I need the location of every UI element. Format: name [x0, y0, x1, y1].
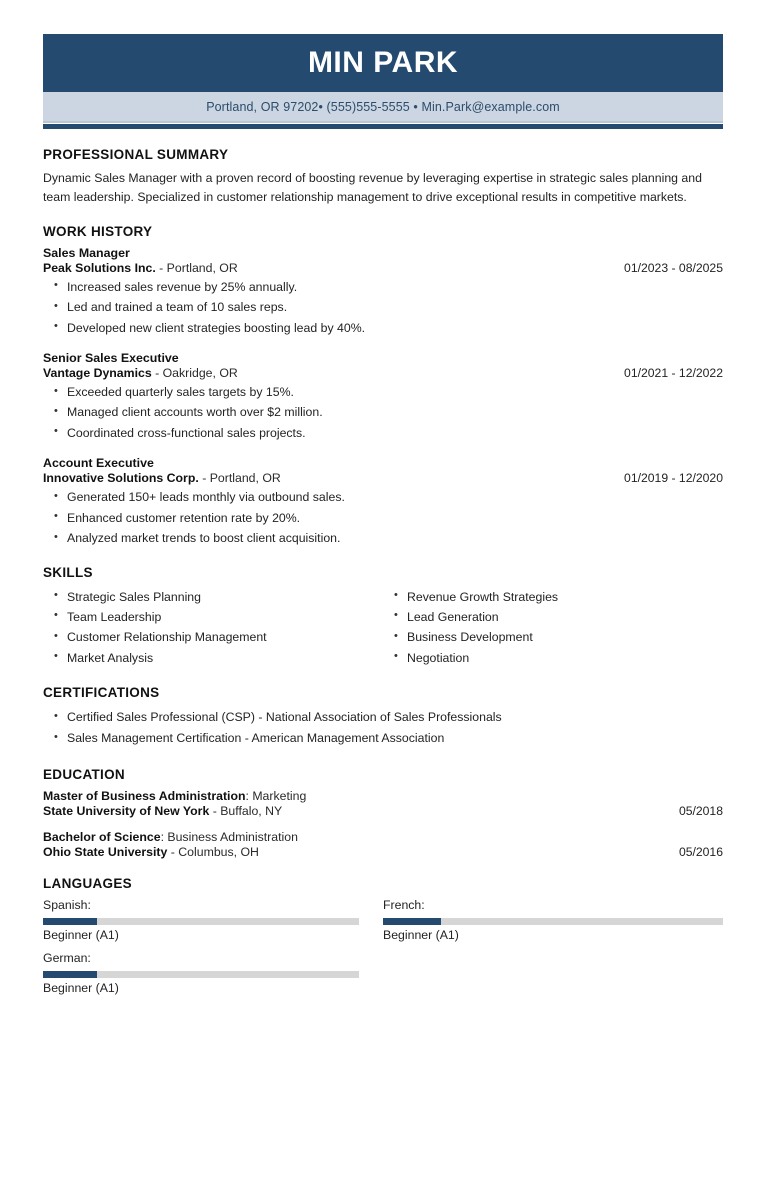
education-school: [43, 845, 259, 859]
job-dates: 01/2019 - 12/2020: [624, 471, 723, 486]
education-date: 05/2016: [678, 845, 723, 860]
language-name: Spanish:: [43, 898, 91, 913]
skill-item: • Customer Relationship Management: [43, 627, 373, 647]
language-level: Beginner (A1): [383, 928, 459, 943]
job-header-line: [43, 261, 723, 275]
skills-list-left: [43, 587, 373, 669]
section-professional-summary: [43, 147, 723, 208]
candidate-name: MIN PARK: [307, 46, 459, 79]
skill-item: • Revenue Growth Strategies: [383, 587, 723, 607]
language-item: [383, 898, 723, 942]
section-title-work-history: WORK HISTORY: [43, 223, 153, 239]
education-school-line: [43, 845, 723, 859]
skill-item: • Team Leadership: [43, 607, 373, 627]
job-bullet: • Led and trained a team of 10 sales reps.: [43, 297, 723, 317]
job-bullet: • Analyzed market trends to boost client acquisition.: [43, 528, 723, 548]
skill-item: • Strategic Sales Planning: [43, 587, 373, 607]
summary-text: Dynamic Sales Manager with a proven record of boosting revenue by leveraging expertise in strategic sales planning and team leadership. Specialized in customer relationship management to drive exceptional results in competitive markets.: [43, 171, 702, 205]
section-certifications: [43, 685, 723, 749]
job-company: [43, 471, 281, 485]
education-school: [43, 804, 282, 818]
skills-list-right: [383, 587, 723, 669]
education-date: 05/2018: [678, 804, 723, 819]
education-degree-name: Master of Business Administration: [43, 789, 246, 804]
languages-grid: [43, 898, 723, 1004]
job-location: - Portland, OR: [155, 260, 238, 275]
job-dates: 01/2021 - 12/2022: [624, 366, 723, 381]
education-school-name: State University of New York: [43, 804, 210, 819]
education-location: - Columbus, OH: [167, 845, 259, 860]
section-work-history: [43, 224, 723, 549]
education-degree: [43, 830, 723, 844]
language-progress-fill: [43, 971, 97, 978]
education-entry: [43, 789, 723, 818]
language-progress-fill: [43, 918, 97, 925]
job-bullet: • Enhanced customer retention rate by 20%.: [43, 508, 723, 528]
language-progress-fill: [383, 918, 441, 925]
job-company: [43, 366, 238, 380]
job-header-line: [43, 471, 723, 485]
language-level: Beginner (A1): [43, 981, 119, 996]
certification-item: • Sales Management Certification - American Management Association: [43, 728, 723, 749]
job-title: Senior Sales Executive: [43, 351, 179, 366]
name-band: [43, 34, 723, 92]
job-bullet: • Developed new client strategies boosting lead by 40%.: [43, 318, 723, 338]
job-header-line: [43, 366, 723, 380]
section-skills: [43, 565, 723, 669]
job-location: - Portland, OR: [198, 471, 281, 486]
education-school-name: Ohio State University: [43, 845, 168, 860]
section-title-skills: SKILLS: [43, 564, 93, 580]
education-degree: [43, 789, 723, 803]
language-progress-bar: [43, 918, 359, 925]
job-bullet: • Coordinated cross-functional sales projects.: [43, 423, 723, 443]
skill-item: • Lead Generation: [383, 607, 723, 627]
job-entry: [43, 246, 723, 338]
section-title-certifications: CERTIFICATIONS: [43, 685, 160, 701]
education-degree-name: Bachelor of Science: [43, 830, 161, 845]
job-location: - Oakridge, OR: [151, 366, 238, 381]
job-bullet: • Exceeded quarterly sales targets by 15%.: [43, 382, 723, 402]
education-entry: [43, 830, 723, 859]
section-title-education: EDUCATION: [43, 767, 125, 783]
contact-band: [43, 92, 723, 121]
language-item: [43, 951, 383, 995]
skills-column-left: [43, 587, 383, 669]
certification-item: • Certified Sales Professional (CSP) - National Association of Sales Professionals: [43, 707, 723, 728]
job-company-name: Peak Solutions Inc.: [43, 260, 156, 275]
skill-item: • Business Development: [383, 627, 723, 647]
skill-item: • Negotiation: [383, 648, 723, 668]
job-company-name: Innovative Solutions Corp.: [43, 471, 199, 486]
section-education: [43, 767, 723, 859]
job-title: Sales Manager: [43, 245, 130, 260]
section-languages: [43, 876, 723, 1004]
language-level: Beginner (A1): [43, 928, 119, 943]
skill-item: • Market Analysis: [43, 648, 373, 668]
resume-page: [0, 34, 768, 1186]
job-title: Account Executive: [43, 456, 154, 471]
job-dates: 01/2023 - 08/2025: [624, 260, 723, 275]
header-rule-thin: [43, 121, 723, 123]
language-item: [43, 898, 383, 942]
job-bullet: • Generated 150+ leads monthly via outbound sales.: [43, 487, 723, 507]
job-bullets: [43, 487, 723, 548]
job-entry: [43, 351, 723, 443]
resume-content: [43, 129, 723, 1004]
language-progress-bar: [43, 971, 359, 978]
job-bullets: [43, 382, 723, 443]
contact-line: Portland, OR 97202• (555)555-5555 • Min.Park@example.com: [206, 99, 560, 114]
job-entry: [43, 456, 723, 548]
language-name: French:: [383, 898, 425, 913]
section-title-languages: LANGUAGES: [43, 876, 132, 892]
education-location: - Buffalo, NY: [209, 804, 283, 819]
job-bullets: [43, 277, 723, 338]
resume-header: [43, 34, 723, 129]
job-company: [43, 261, 238, 275]
certifications-list: [43, 707, 723, 749]
language-name: German:: [43, 951, 91, 966]
skills-column-right: [383, 587, 723, 669]
education-field: : Business Administration: [160, 830, 298, 845]
education-school-line: [43, 804, 723, 818]
education-field: : Marketing: [245, 789, 307, 804]
job-company-name: Vantage Dynamics: [43, 366, 152, 381]
language-progress-bar: [383, 918, 723, 925]
skills-columns: [43, 587, 723, 669]
job-bullet: • Managed client accounts worth over $2 million.: [43, 402, 723, 422]
job-bullet: • Increased sales revenue by 25% annually.: [43, 277, 723, 297]
section-title-summary: PROFESSIONAL SUMMARY: [43, 147, 229, 162]
